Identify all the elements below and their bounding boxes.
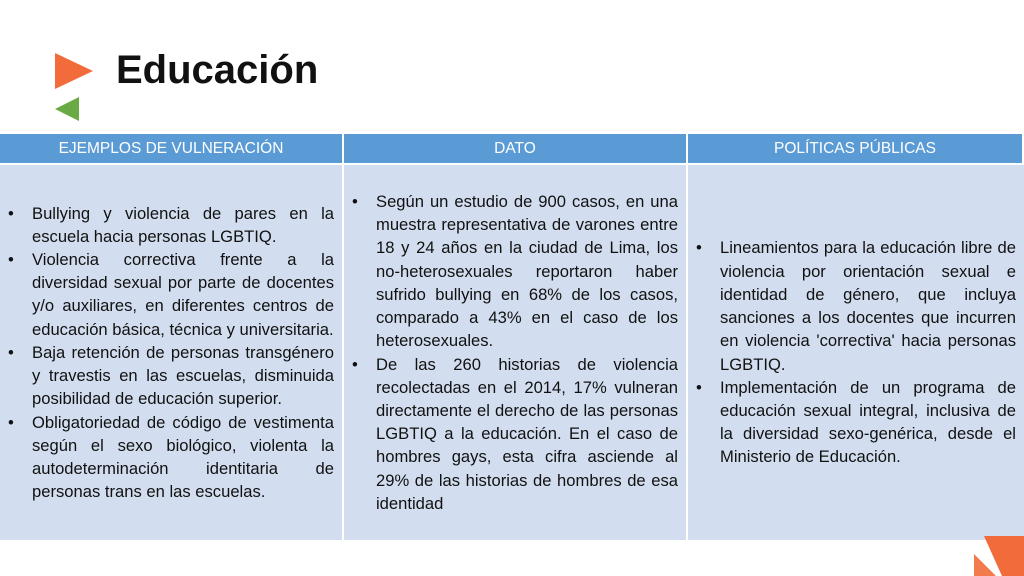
list-item: • Violencia correctiva frente a la diversidad sexual por parte de docentes y/o auxiliares, en diferentes centros de educación básica, técnica y universitaria. <box>8 248 334 341</box>
list-item: • Implementación de un programa de educación sexual integral, inclusiva de la diversidad sexo-genérica, desde el Ministerio de Educación. <box>696 376 1016 469</box>
data-list <box>352 190 678 515</box>
examples-list <box>8 202 334 504</box>
green-triangle-left-icon <box>55 97 79 121</box>
list-item: • Bullying y violencia de pares en la escuela hacia personas LGBTIQ. <box>8 202 334 248</box>
page-title: Educación <box>116 48 319 92</box>
column-header-data: DATO <box>344 134 688 163</box>
policies-list <box>696 236 1016 468</box>
vulnerability-table <box>0 134 1024 540</box>
cell-examples <box>0 163 344 540</box>
cell-policies <box>688 163 1024 540</box>
orange-triangle-right-icon <box>55 53 93 89</box>
list-item: • Según un estudio de 900 casos, en una muestra representativa de varones entre 18 y 24 años en la ciudad de Lima, los no-heterosexuales reportaron haber sufrido bullying en 68% de los casos, comparado a 43% en el caso de los heterosexuales. <box>352 190 678 352</box>
list-item: • Lineamientos para la educación libre de violencia por orientación sexual e identidad de género, que incluya sanciones a los docentes que incurren en violencia 'correctiva' hacia personas LGBTIQ. <box>696 236 1016 375</box>
list-item: • Baja retención de personas transgénero y travestis en las escuelas, disminuida posibilidad de educación superior. <box>8 341 334 411</box>
column-header-policies: POLÍTICAS PÚBLICAS <box>688 134 1024 163</box>
orange-corner-shape-icon <box>974 536 1024 576</box>
cell-data <box>344 163 688 540</box>
list-item: • De las 260 historias de violencia recolectadas en el 2014, 17% vulneran directamente el derecho de las personas LGBTIQ a la educación. En el caso de hombres gays, esta cifra asciende al 29% de las historias de hombres de esa identidad <box>352 353 678 515</box>
list-item: • Obligatoriedad de código de vestimenta según el sexo biológico, violenta la autodeterminación identitaria de personas trans en las escuelas. <box>8 411 334 504</box>
column-header-examples: EJEMPLOS DE VULNERACIÓN <box>0 134 344 163</box>
